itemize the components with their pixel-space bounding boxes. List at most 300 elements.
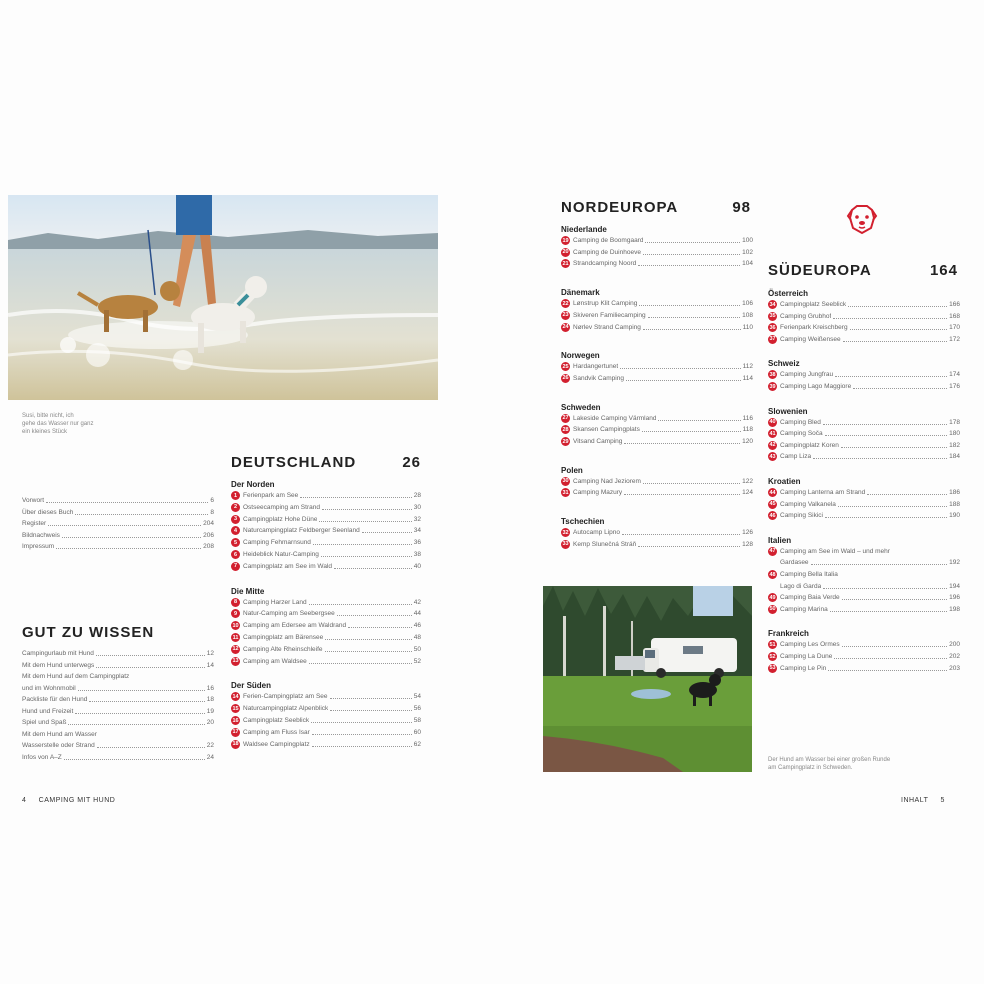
toc-entry (768, 417, 960, 428)
toc-entry-title: Mit dem Hund auf dem Campingplatz (22, 673, 130, 680)
toc-entry-title: Vitsand Camping (573, 438, 623, 445)
toc-entry-title: Camping Valkanela (780, 500, 836, 508)
toc-entry (231, 537, 421, 548)
campsite-number-badge: 29 (562, 438, 569, 445)
toc-entry-page: 126 (742, 529, 753, 537)
toc-region-heading: Polen (561, 465, 583, 475)
dot-leader (841, 447, 947, 448)
toc-plain-entry (22, 694, 214, 705)
dot-leader (825, 517, 947, 518)
toc-entry-title: Impressum (22, 543, 55, 550)
toc-entry-title: Lago di Garda (780, 582, 822, 590)
dot-leader (312, 746, 412, 747)
toc-region-heading: Frankreich (768, 629, 809, 639)
toc-entry (768, 381, 960, 392)
toc-entry-page: 178 (949, 418, 960, 426)
campsite-number-badge: 20 (562, 249, 569, 256)
toc-region-heading: Dänemark (561, 288, 600, 298)
toc-plain-entry (22, 660, 214, 671)
toc-entry-page: 6 (210, 497, 214, 504)
toc-entry-page: 50 (413, 645, 421, 653)
campsite-number-badge: 2 (231, 503, 240, 512)
footer-right (901, 797, 945, 804)
toc-entry-title: Campingplatz am See im Wald (243, 562, 332, 570)
toc-entry (768, 299, 960, 310)
toc-plain-entry (22, 507, 214, 518)
campsite-number-badge: 1 (231, 491, 240, 500)
toc-entry-title: Spiel und Spaß (22, 719, 67, 726)
toc-entry-page: 40 (413, 562, 421, 570)
toc-entry (561, 258, 753, 269)
dot-leader (312, 734, 412, 735)
toc-entry (561, 322, 753, 333)
toc-entry-title: Kemp Slunečná Stráň (573, 540, 637, 548)
dot-leader (46, 502, 208, 503)
campsite-number-badge: 12 (232, 646, 239, 653)
toc-entry (231, 715, 421, 726)
toc-plain-entry (22, 518, 214, 529)
toc-entry (768, 322, 960, 333)
toc-entry-title: Vorwort (22, 497, 45, 504)
toc-entry (231, 608, 421, 619)
toc-entry-page: 128 (742, 540, 753, 548)
toc-entry (768, 604, 960, 615)
toc-entry-page: 182 (949, 441, 960, 449)
dot-leader (620, 368, 740, 369)
section-title-deutschland: DEUTSCHLAND 26 (231, 454, 421, 471)
dot-leader (325, 639, 412, 640)
campsite-number-badge: 13 (232, 658, 239, 665)
footer-left (22, 797, 115, 804)
toc-region-heading: Österreich (768, 289, 809, 298)
toc-entry (768, 428, 960, 439)
campsite-number-badge: 19 (562, 237, 569, 244)
campsite-number-badge: 34 (769, 301, 776, 308)
campsite-number-badge: 6 (231, 550, 240, 559)
dot-leader (622, 534, 740, 535)
toc-plain-entry (22, 671, 214, 682)
dot-leader (68, 724, 204, 725)
toc-entry (768, 487, 960, 498)
toc-entry-title: Camping Fehmarnsund (243, 539, 311, 547)
toc-entry-title: Mit dem Hund unterwegs (22, 661, 95, 669)
toc-entry-title: Register (22, 520, 47, 527)
toc-entry (561, 298, 753, 309)
toc-entry-title: Camping Baia Verde (780, 594, 840, 602)
dot-leader (64, 759, 205, 760)
toc-entry (561, 235, 753, 246)
toc-entry-page: 172 (949, 335, 960, 343)
dot-leader (834, 658, 947, 659)
dot-leader (639, 305, 740, 306)
toc-entry (768, 581, 960, 592)
toc-entry-page: 200 (949, 641, 960, 649)
toc-entry-page: 8 (210, 508, 214, 516)
dot-leader (56, 548, 201, 549)
toc-plain-entry (22, 648, 214, 659)
campsite-number-badge: 18 (232, 741, 239, 748)
toc-entry-page: 203 (949, 664, 960, 672)
toc-entry-page: 114 (742, 374, 753, 382)
dot-leader (825, 435, 948, 436)
toc-entry-page: 102 (742, 248, 753, 256)
toc-region-heading: Tschechien (561, 517, 605, 527)
photo-caption-right: Der Hund am Wasser bei einer großen Runde am Campingplatz in Schweden. (768, 757, 891, 771)
toc-entry (561, 424, 753, 435)
toc-entry-page: 112 (742, 363, 753, 371)
dot-leader (96, 655, 205, 656)
toc-entry (768, 592, 960, 603)
dot-leader (648, 317, 741, 318)
toc-entry-title: Camping Les Ormes (780, 641, 840, 649)
toc-entry-title: Camping Lanterna am Strand (780, 489, 866, 496)
dot-leader (624, 494, 740, 495)
photo-caption-left: Susi, bitte nicht, ich gehe das Wasser nur ganz ein kleines Stück (22, 413, 94, 435)
toc-entry-page: 122 (742, 477, 753, 485)
toc-entry (768, 311, 960, 322)
dot-leader (843, 341, 948, 342)
toc-entry-page: 38 (413, 551, 421, 558)
toc-plain-entry (22, 752, 214, 763)
dot-leader (823, 424, 947, 425)
toc-entry-title: Campingplatz Hohe Düne (243, 515, 318, 523)
dot-leader (867, 494, 947, 495)
dot-leader (811, 564, 948, 565)
campsite-number-badge: 25 (562, 363, 569, 370)
campsite-number-badge: 43 (769, 453, 776, 460)
toc-entry-page: 166 (949, 301, 960, 308)
dot-leader (813, 458, 947, 459)
toc-entry-title: Wasserstelle oder Strand (22, 742, 95, 749)
dot-leader (842, 599, 948, 600)
toc-entry-title: Natur-Camping am Seebergsee (243, 610, 335, 618)
toc-entry (561, 361, 753, 372)
toc-entry (561, 310, 753, 321)
toc-entry-title: Nørlev Strand Camping (573, 323, 641, 331)
toc-entry (231, 597, 421, 608)
toc-entry-title: Camping Harzer Land (243, 598, 307, 606)
toc-entry-page: 36 (413, 539, 421, 547)
toc-entry-title: Campingplatz am Bärensee (243, 634, 324, 641)
toc-entry-title: Camping am Edersee am Waldrand (243, 622, 347, 630)
toc-entry-page: 52 (413, 657, 421, 665)
toc-region-heading: Italien (768, 535, 792, 545)
campsite-number-badge: 42 (769, 442, 776, 449)
campsite-number-badge: 5 (231, 538, 240, 547)
toc-entry-title: und im Wohnmobil (22, 684, 76, 692)
toc-region-heading: Slowenien (768, 406, 808, 416)
dot-leader (330, 710, 411, 711)
toc-entry-title: Camping Šikici (780, 512, 823, 520)
dot-leader (89, 701, 204, 702)
toc-entry-title: Camping Nad Jeziorem (573, 477, 641, 485)
photo-camper-van-meadow (543, 586, 752, 772)
toc-region-heading: Niederlande (561, 225, 607, 234)
toc-entry-title: Hund und Freizeit (22, 707, 74, 715)
toc-plain-entry (22, 740, 214, 751)
dot-leader (321, 556, 412, 557)
toc-entry-title: Camping am Waldsee (243, 657, 307, 665)
campsite-number-badge: 26 (562, 375, 569, 382)
dot-leader (828, 670, 947, 671)
campsite-number-badge: 44 (769, 489, 776, 496)
toc-entry-title: Camping Jungfrau (780, 371, 834, 379)
dot-leader (842, 646, 948, 647)
toc-entry-page: 118 (742, 426, 753, 434)
dot-leader (309, 604, 412, 605)
toc-plain-entry (22, 729, 214, 740)
toc-entry-page: 204 (203, 520, 214, 527)
campsite-number-badge: 24 (562, 324, 569, 330)
campsite-number-badge: 32 (562, 529, 569, 536)
toc-entry-page: 100 (742, 237, 753, 244)
dot-leader (322, 509, 412, 510)
toc-entry-title: Campingplatz Seeblick (780, 301, 847, 308)
toc-entry-page: 176 (949, 383, 960, 390)
campsite-number-badge: 21 (562, 260, 569, 267)
dot-leader (78, 690, 205, 691)
toc-entry-page: 58 (413, 717, 421, 724)
toc-entry-title: Lakeside Camping Värmland (573, 414, 657, 422)
toc-entry-title: Autocamp Lipno (573, 529, 620, 537)
toc-entry-page: 56 (413, 705, 421, 713)
toc-entry (231, 632, 421, 643)
toc-entry-page: 62 (413, 740, 421, 748)
toc-plain-entry (22, 683, 214, 694)
toc-entry-page: 208 (203, 543, 214, 550)
campsite-number-badge: 37 (769, 336, 776, 343)
campsite-number-badge: 31 (562, 489, 569, 496)
campsite-number-badge: 9 (231, 609, 240, 618)
campsite-number-badge: 35 (769, 313, 776, 320)
toc-entry (231, 490, 421, 501)
toc-entry-page: 186 (949, 489, 960, 496)
toc-entry-title: Lønstrup Klit Camping (573, 300, 638, 308)
campsite-number-badge: 8 (231, 598, 240, 607)
footer-right-label: INHALT (901, 797, 929, 804)
toc-region-heading: Norwegen (561, 351, 600, 361)
toc-entry-page: 108 (742, 311, 753, 319)
toc-plain-entry (22, 706, 214, 717)
dot-leader (638, 546, 740, 547)
dot-leader (643, 254, 740, 255)
footer-left-page: 4 (22, 797, 27, 804)
dot-leader (642, 431, 741, 432)
campsite-number-badge: 7 (231, 562, 240, 571)
toc-entry (768, 499, 960, 510)
dot-leader (838, 506, 947, 507)
campsite-number-badge: 53 (769, 665, 776, 672)
toc-entry-title: Skiveren Familiecamping (573, 311, 646, 319)
toc-region-heading: Die Mitte (231, 586, 265, 596)
toc-entry-page: 104 (742, 260, 753, 268)
toc-entry (768, 369, 960, 380)
toc-entry-title: Strandcamping Noord (573, 260, 637, 268)
dot-leader (833, 318, 947, 319)
footer-right-page: 5 (940, 797, 945, 804)
toc-entry-page: 168 (949, 312, 960, 320)
campsite-number-badge: 39 (769, 383, 776, 390)
campsite-number-badge: 49 (769, 594, 776, 601)
toc-entry-page: 19 (206, 707, 214, 715)
toc-entry (231, 703, 421, 714)
dot-leader (624, 443, 740, 444)
toc-entry-page: 170 (949, 324, 960, 332)
toc-entry-title: Ostseecamping am Strand (243, 503, 320, 511)
campsite-number-badge: 38 (769, 371, 776, 378)
toc-entry-title: Über dieses Buch (22, 508, 74, 516)
toc-entry-title: Heideblick Natur-Camping (243, 551, 319, 558)
toc-entry (768, 663, 960, 674)
toc-entry (231, 644, 421, 655)
dot-leader (311, 722, 412, 723)
toc-entry (768, 440, 960, 451)
dot-leader (830, 611, 947, 612)
toc-entry (231, 620, 421, 631)
toc-entry-title: Camping am Fluss Isar (243, 728, 310, 736)
campsite-number-badge: 23 (562, 312, 569, 319)
toc-entry-title: Camping de Duinhoeve (573, 248, 641, 256)
toc-entry-page: 194 (949, 582, 960, 590)
toc-entry-page: 184 (949, 453, 960, 461)
dot-leader (96, 667, 205, 668)
toc-entry-page: 54 (413, 693, 421, 701)
dot-leader (313, 544, 412, 545)
toc-entry-page: 180 (949, 430, 960, 438)
dot-leader (626, 380, 741, 381)
toc-entry-title: Camping Mazury (573, 489, 623, 497)
toc-entry-page: 106 (742, 300, 753, 308)
toc-entry-title: Campingurlaub mit Hund (22, 650, 94, 657)
toc-entry-title: Camping de Boomgaard (573, 237, 644, 244)
toc-plain-entry (22, 717, 214, 728)
dot-leader (643, 483, 740, 484)
toc-entry-page: 20 (206, 719, 214, 726)
toc-plain-entry (22, 541, 214, 552)
toc-entry-title: Camping am See im Wald – und mehr (780, 547, 890, 555)
toc-region-heading: Kroatien (768, 477, 801, 486)
toc-entry-page: 22 (206, 742, 214, 749)
campsite-number-badge: 15 (232, 705, 239, 712)
toc-entry-title: Mit dem Hund am Wasser (22, 730, 97, 738)
campsite-number-badge: 45 (769, 501, 776, 508)
toc-entry-title: Naturcampingplatz Feldberger Seenland (243, 527, 360, 535)
dot-leader (645, 242, 740, 243)
section-title-nordeuropa: NORDEUROPA 98 (561, 199, 751, 216)
toc-entry-page: 124 (742, 489, 753, 497)
toc-entry-title: Naturcampingplatz Alpenblick (243, 705, 329, 713)
dot-leader (823, 588, 947, 589)
toc-plain-entry (22, 530, 214, 541)
toc-entry (768, 451, 960, 462)
toc-entry (561, 539, 753, 550)
toc-region-heading: Schweiz (768, 359, 800, 369)
toc-entry-page: 24 (206, 753, 214, 761)
dot-leader (97, 747, 205, 748)
toc-region-heading: Schweden (561, 402, 601, 412)
campsite-number-badge: 22 (562, 300, 569, 307)
toc-entry-title: Ferien-Campingplatz am See (243, 693, 328, 701)
section-title-suedeuropa: SÜDEUROPA 164 (768, 262, 958, 279)
toc-entry-page: 60 (413, 728, 421, 736)
toc-entry (561, 476, 753, 487)
toc-entry-page: 188 (949, 500, 960, 508)
toc-entry (768, 651, 960, 662)
toc-plain-entry (22, 495, 214, 506)
campsite-number-badge: 41 (769, 430, 776, 437)
campsite-number-badge: 30 (562, 478, 569, 485)
toc-entry-title: Camping Lago Maggiore (780, 383, 852, 390)
toc-entry-page: 46 (413, 622, 421, 630)
toc-entry-title: Camping Bled (780, 418, 821, 426)
toc-entry (768, 557, 960, 568)
toc-entry-page: 116 (742, 414, 753, 422)
toc-entry-page: 190 (949, 512, 960, 520)
toc-entry-title: Camping Bella Italia (780, 571, 838, 578)
toc-entry-title: Camping Marina (780, 605, 828, 613)
toc-entry-page: 34 (413, 527, 421, 535)
dot-leader (75, 514, 208, 515)
toc-entry (768, 334, 960, 345)
toc-entry (231, 656, 421, 667)
toc-entry (561, 373, 753, 384)
dot-leader (48, 525, 201, 526)
toc-entry-title: Camping La Dune (780, 653, 833, 660)
toc-entry-page: 18 (206, 696, 214, 703)
toc-entry-page: 196 (949, 594, 960, 602)
toc-entry-title: Camp Liza (780, 453, 812, 461)
footer-left-label: CAMPING MIT HUND (38, 797, 116, 804)
toc-entry-title: Infos von A–Z (22, 753, 62, 761)
toc-entry (231, 525, 421, 536)
campsite-number-badge: 28 (562, 426, 569, 433)
toc-entry-title: Gardasee (780, 559, 809, 567)
dot-leader (348, 627, 412, 628)
toc-entry (561, 413, 753, 424)
toc-entry-title: Waldsee Campingplatz (243, 740, 310, 748)
toc-entry-page: 28 (413, 492, 421, 499)
toc-entry (768, 546, 960, 557)
toc-entry-title: Camping Soča (780, 430, 823, 438)
toc-entry (231, 739, 421, 750)
toc-entry (231, 727, 421, 738)
campsite-number-badge: 17 (232, 729, 239, 736)
campsite-number-badge: 48 (769, 571, 776, 578)
dot-leader (62, 537, 201, 538)
dot-leader (300, 497, 411, 498)
toc-entry-title: Ferienpark Kreischberg (780, 324, 848, 332)
campsite-number-badge: 16 (232, 717, 239, 724)
toc-entry-page: 44 (413, 610, 421, 618)
toc-entry-title: Sandvik Camping (573, 374, 624, 382)
campsite-number-badge: 46 (769, 512, 776, 519)
toc-entry-page: 42 (413, 598, 421, 606)
toc-entry (768, 569, 960, 580)
dot-leader (319, 521, 411, 522)
dot-leader (638, 265, 740, 266)
dot-leader (75, 713, 204, 714)
photo-dogs-on-beach (8, 195, 438, 400)
toc-entry (561, 436, 753, 447)
toc-entry-title: Campingplatz Koren (780, 441, 839, 449)
toc-region-heading: Der Süden (231, 681, 272, 691)
campsite-number-badge: 36 (769, 324, 776, 331)
toc-entry-page: 120 (742, 438, 753, 445)
toc-entry-title: Camping Alte Rheinschleife (243, 645, 323, 653)
campsite-number-badge: 50 (769, 606, 776, 613)
toc-entry (231, 549, 421, 560)
toc-entry (768, 510, 960, 521)
